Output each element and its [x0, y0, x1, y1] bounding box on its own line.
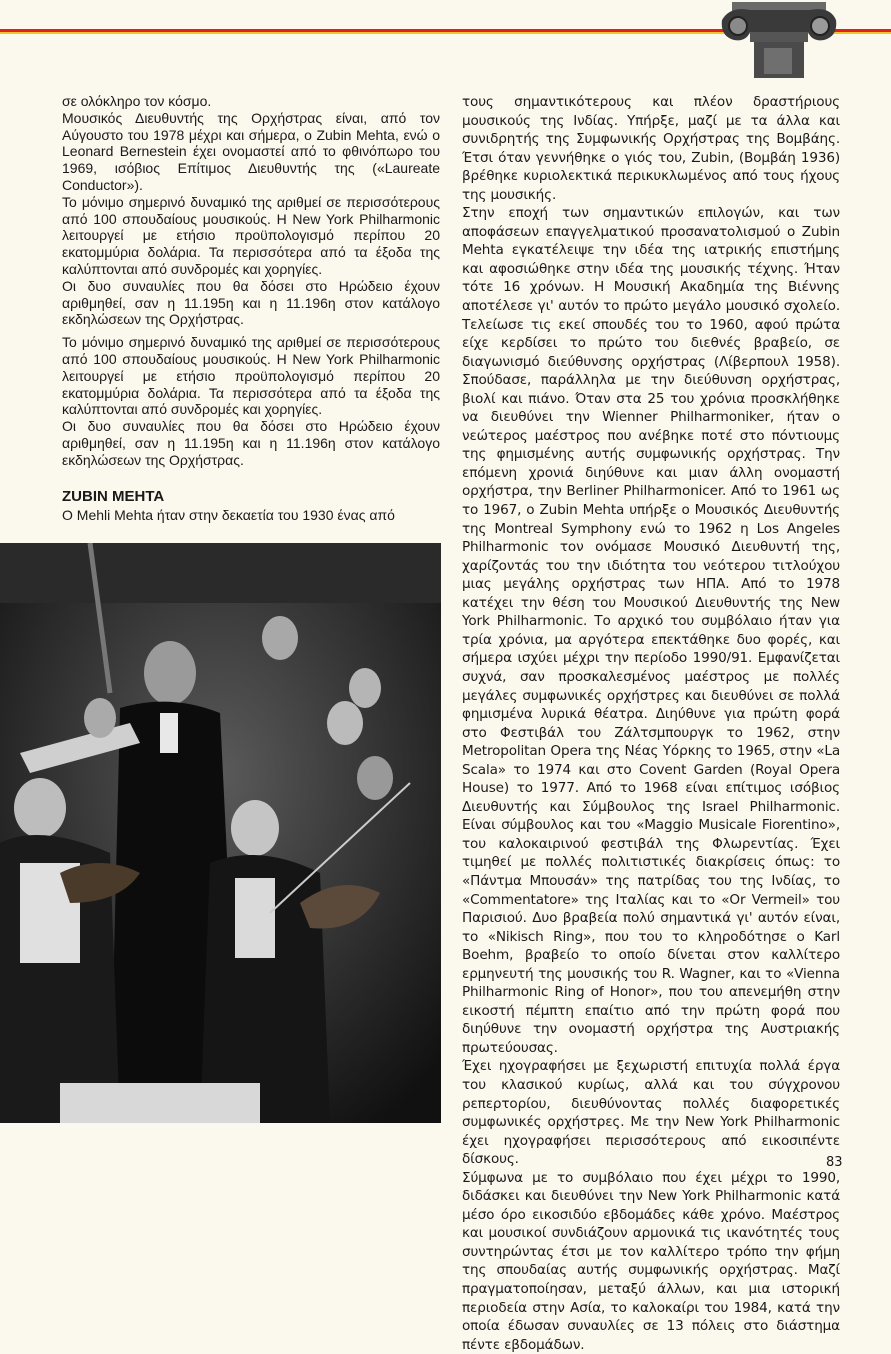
section-intro	[62, 488, 440, 524]
paragraph: Στην εποχή των σημαντικών επιλογών, και των αποφάσεων επαγγελματικού προσανατολισμού ο Zubin Mehta εγκατέλειψε την ιδέα της ιατρικής επιστήμης και αφοσιώθηκε στην ιδέα της μουσικής τέχνης. Ήταν τότε 16 χρόνων. Η Μουσική Ακαδημία της Βιέννης αποτέλεσε γι' αυτόν το πρώτο μεγάλο μουσικό σχολείο. Τελείωσε τις εκεί σπουδές του το 1960, αφού πρώτα είχε κερδίσει το πρώτο του διεθνές βραβείο, σε διαγωνισμό διεύθυνσης ορχήστρας (Λίβερπουλ 1958). Σπούδασε, παράλληλα με την διεύθυνση ορχήστρας, βιολί και πιάνο. Όταν στα 25 του χρόνια προσκλήθηκε να διευθύνει την Wienner Philharmoniker, ήταν ο νεώτερος μαέστρος που ανέβηκε ποτέ στο πόντιουμς της φημισμένης αυτής συμφωνικής ορχήστρας. Την επόμενη χρονιά διηύθυνε και μιαν άλλη ονομαστή ορχήστρα, την Berliner Philharmonicer. Από το 1961 ως το 1967, ο Zubin Mehta υπήρξε ο Μουσικός Διευθυντής της Montreal Symphony ενώ το 1962 η Los Angeles Philharmonic τον ονόμασε Μουσικό Διευθυντή της, χαρίζοντάς του την ιδιότητα του νεότερου τιτλούχου μιας μεγάλης ορχήστρας των ΗΠΑ. Από το 1978 κατέχει την θέση του Μουσικού Διευθυντής της New York Philharmonic. Το αρχικό του συμβόλαιο ήταν για τρία χρόνια, μα αργότερα επεκτάθηκε δυο φορές, και σήμερα ισχύει μέχρι την περίοδο 1990/91. Εμφανίζεται συχνά, σαν προσκαλεσμένος μαέστρος με πολλές μεγάλες συμφωνικές ορχήστρες και διευθύνει σε πολλά φημισμένα λυρικά θέατρα. Διηύθυνε για πρώτη φορά στο Φεστιβάλ του Ζάλτσμπουργκ το 1962, στην Metropolitan Opera της Νέας Υόρκης το 1965, στην «La Scala» το 1974 και στο Covent Garden (Royal Opera House) το 1977. Από το 1968 είναι επίτιμος ισόβιος Διευθυντής και Σύμβουλος της Israel Philharmonic. Είναι σύμβουλος και του «Maggio Musicale Fiorentino», του καλοκαιρινού φεστιβάλ της Φλωρεντίας. Έχει τιμηθεί με πολλές πολιτιστικές διακρίσεις όπως: το «Πάντμα Μπουσάν» της πατρίδας του της Ινδίας, το «Commentatore» της Ιταλίας και το «Or Vermeil» του Παρισιού. Δυο βραβεία πολύ σημαντικά γι' αυτόν είναι, το «Nikisch Ring», που του το κληροδότησε ο Karl Boehm, βραβείο το οποίο δίνεται στον καλλίτερο ερμηνευτή της μουσικής του R. Wagner, και το «Vienna Philharmonic Ring of Honor», που του απενεμήθη στην εικοστή πέμπτη επαίτιο από την πρώτη φορά που διηύθυνε την ονομαστή ορχήστρα της Αυστριακής πρωτεύουσας.	[462, 205, 840, 1056]
left-column	[62, 93, 440, 469]
paragraph: Μουσικός Διευθυντής της Ορχήστρας είναι, από τον Αύγουστο του 1978 μέχρι και σήμερα, ο Zubin Mehta, ενώ ο Leonard Bernestein έχει ονομαστεί από το φθινόπωρο του 1969, ισόβιος Επίτιμος Διευθυντής της («Laureate Conductor»).	[62, 109, 440, 193]
section-heading: ZUBIN MEHTA	[62, 488, 165, 505]
paragraph: Έχει ηχογραφήσει με ξεχωριστή επιτυχία πολλά έργα του κλασικού κυρίως, αλλά και του σύγχρονου ρεπερτορίου, διευθύνοντας πολλές διαφορετικές συμφωνικές ορχήστρες. Με την New York Philharmonic έχει ηχογραφήσει περισσότερους από εικοσιπέντε δίσκους.	[462, 1058, 840, 1168]
paragraph: Οι δυο συναυλίες που θα δόσει στο Ηρώδειο έχουν αριθμηθεί, σαν η 11.195η και η 11.196η στον κατάλογο εκδηλώσεων της Ορχήστρας.	[62, 277, 440, 328]
paragraph: Το μόνιμο σημερινό δυναμικό της αριθμεί σε περισσότερους από 100 σπουδαίους μουσικούς. Η New York Philharmonic λειτουργεί με ετήσιο προϋπολογισμό περίπου 20 εκατομμύρια δολάρια. Τα περισσότερα από τα έξοδα της καλύπτονται από συνδρομές και χορηγίες.	[62, 193, 440, 277]
paragraph: τους σημαντικότερους και πλέον δραστήριους μουσικούς της Ινδίας. Υπήρξε, μαζί με τα άλλα και συνιδρητής της Συμφωνικής Ορχήστρας της Βομβάης. Έτσι όταν γεννήθηκε ο γιός του, Zubin, (Βομβάη 1936) βρέθηκε κυριολεκτικά περικυκλωμένος από τους ήχους της μουσικής.	[462, 94, 840, 203]
paragraph: Οι δυο συναυλίες που θα δόσει στο Ηρώδειο έχουν αριθμηθεί, σαν η 11.195η και η 11.196η στον κατάλογο εκδηλώσεων της Ορχήστρας.	[62, 418, 440, 468]
paragraph: σε ολόκληρο τον κόσμο.	[62, 93, 212, 109]
paragraph: Το μόνιμο σημερινό δυναμικό της αριθμεί σε περισσότερους από 100 σπουδαίους μουσικούς. Η New York Philharmonic λειτουργεί με ετήσιο προϋπολογισμό περίπου 20 εκατομμύρια δολάρια. Τα περισσότερα από τα έξοδα της καλύπτονται από συνδρομές και χορηγίες.	[62, 334, 440, 418]
paragraph: Ο Mehli Mehta ήταν στην δεκαετία του 1930 ένας από	[62, 507, 395, 523]
ionic-capital-image	[720, 0, 838, 80]
right-column	[462, 93, 840, 1354]
orchestra-conductor-photo	[0, 543, 441, 1123]
paragraph: Σύμφωνα με το συμβόλαιο που έχει μέχρι το 1990, διδάσκει και διευθύνει την New York Philharmonic κατά μέσο όρο εικοσιδύο εβδομάδες κάθε χρόνο. Μαέστρος και μουσικοί συνδιάζουν αρμονικά τις ικανότητές τους συντηρώντας έτσι με τον καλλίτερο τρόπο την φήμη της σπουδαίας αυτής συμφωνικής ορχήστρας. Μαζί πραγματοποίησαν, μεταξύ άλλων, και μια ιστορική περιοδεία στην Ασία, το καλοκαίρι του 1984, κατά την οποία έδωσαν συναυλίες σε 13 πόλεις στο διάστημα πέντε εβδομάδων.	[462, 1169, 840, 1353]
page-number: 83	[826, 1155, 843, 1170]
